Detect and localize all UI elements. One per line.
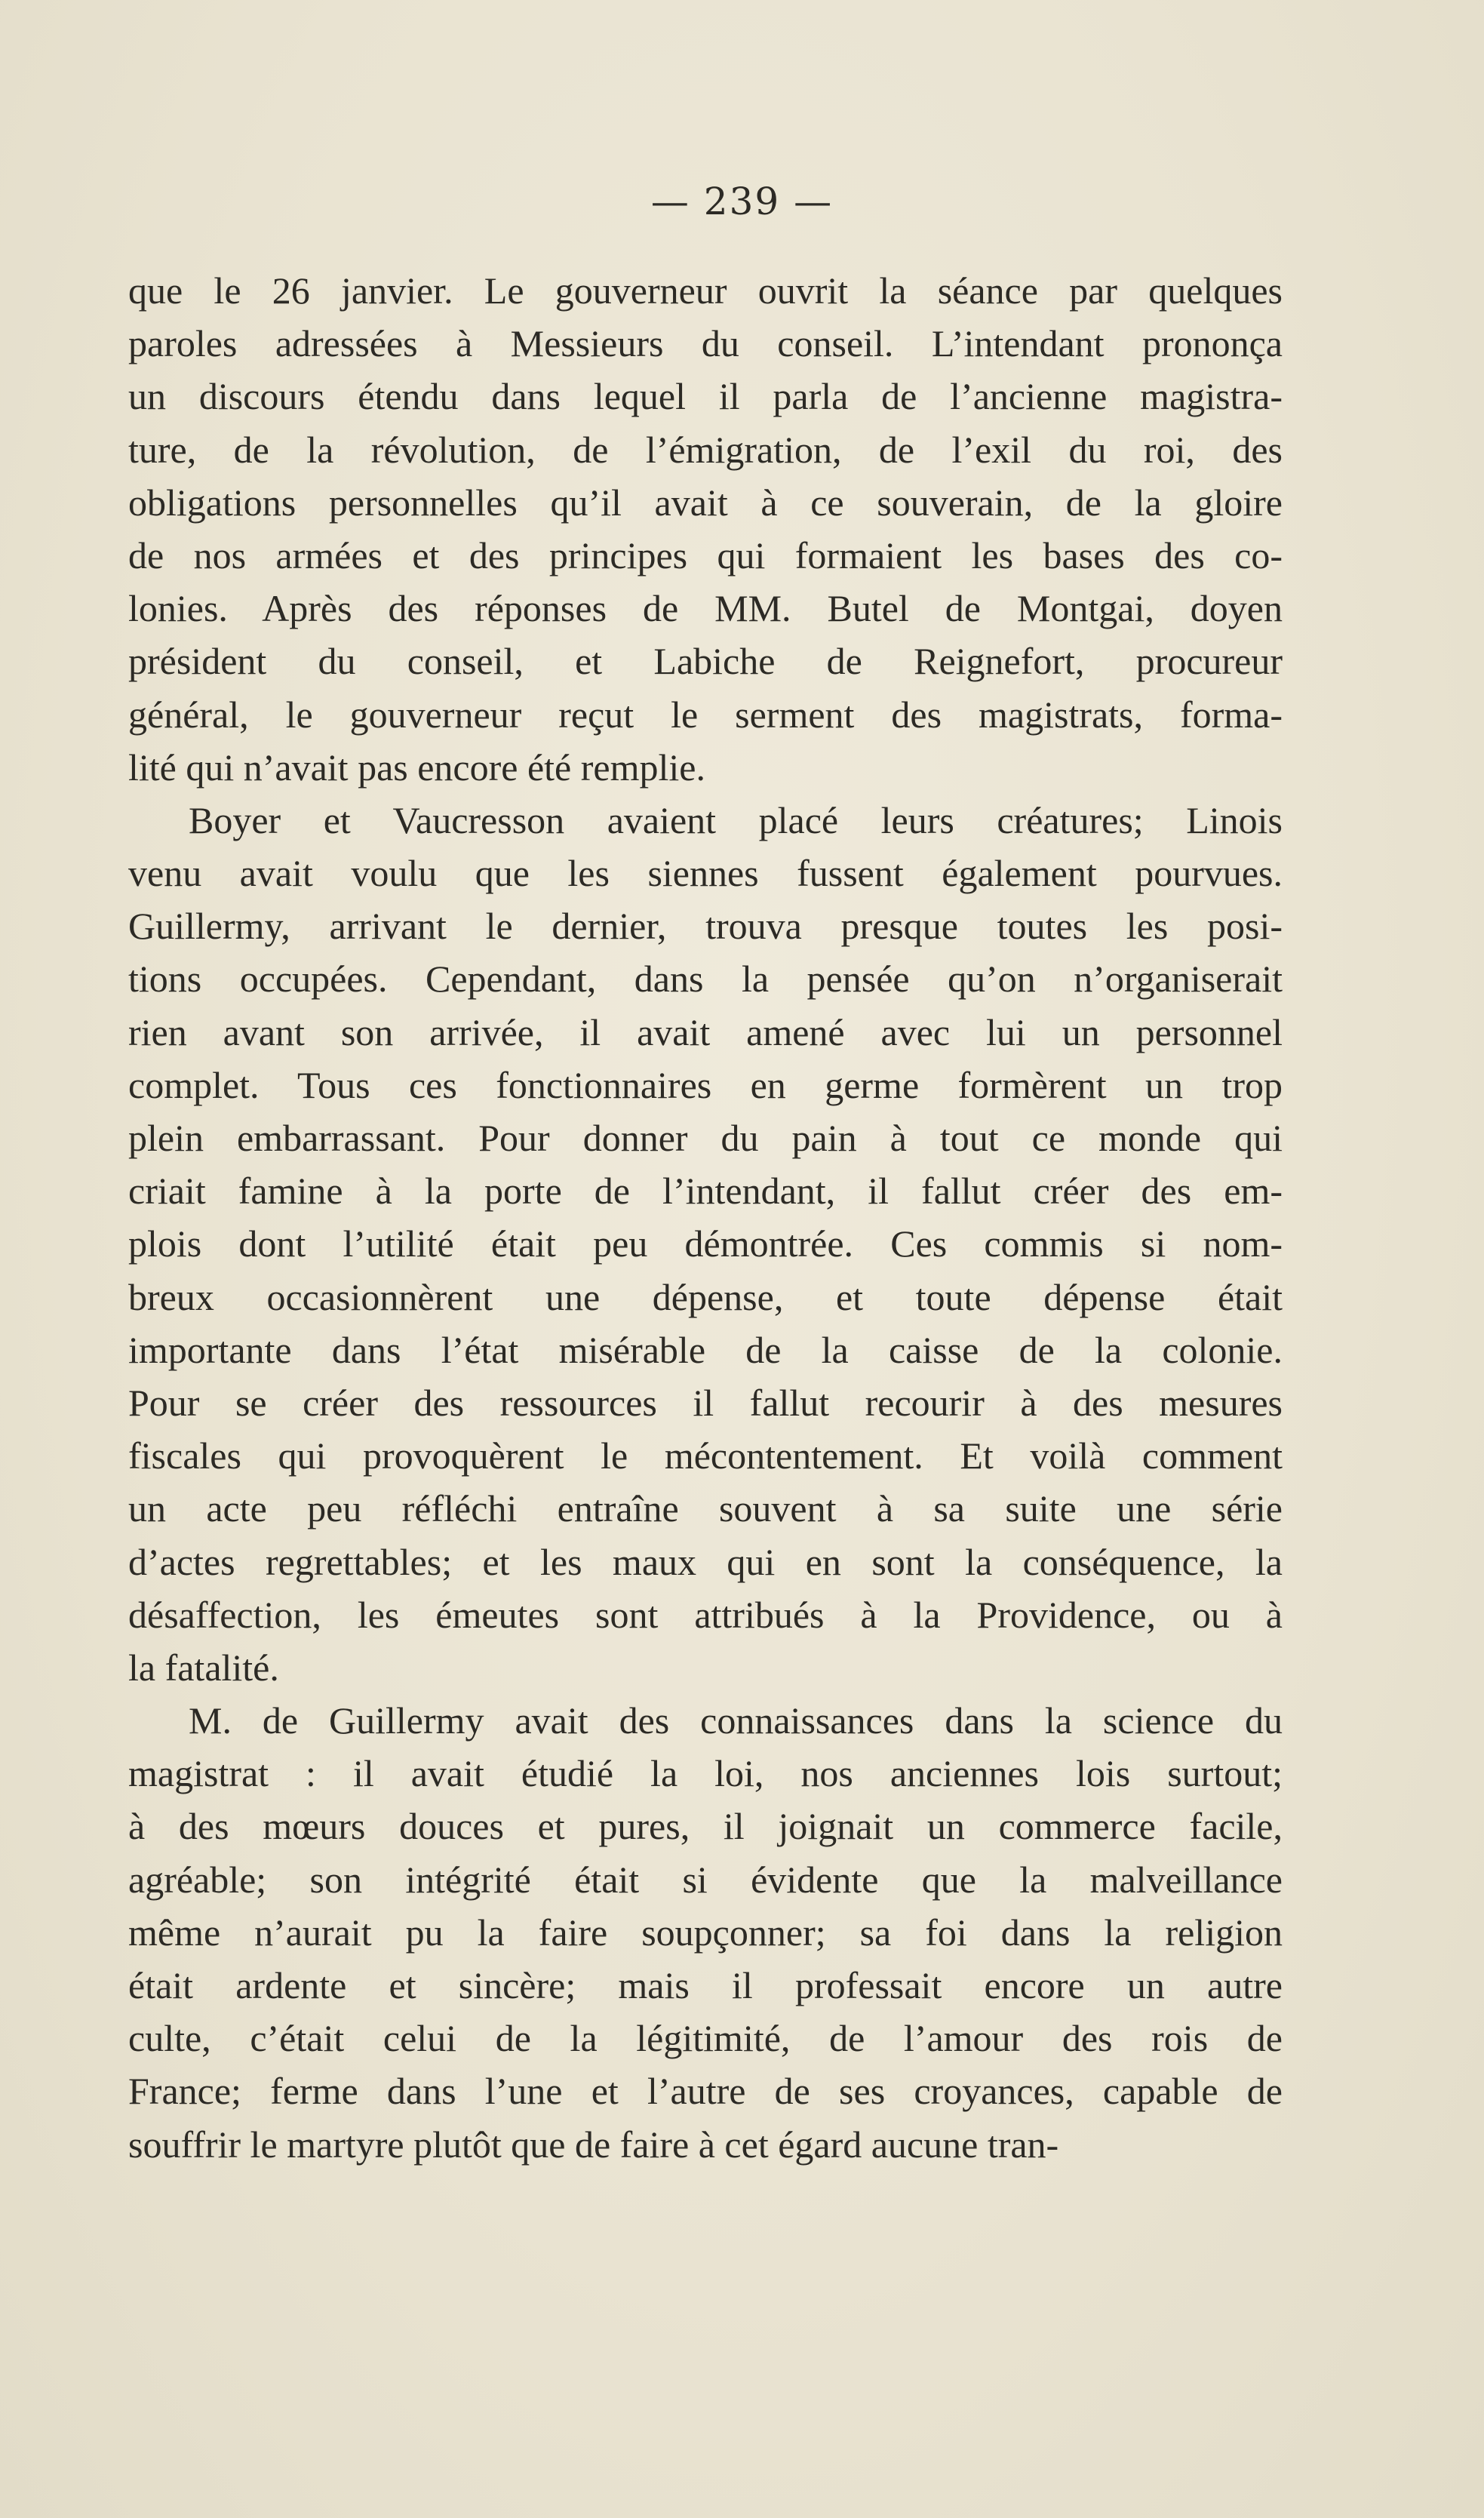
text-line: rien avant son arrivée, il avait amené avec lui un personnel bbox=[128, 1010, 1283, 1053]
text-line: à des mœurs douces et pures, il joignait un commerce facile, bbox=[128, 1805, 1283, 1848]
text-line: la fatalité. bbox=[128, 1646, 279, 1689]
text-line: lité qui n’avait pas encore été remplie. bbox=[128, 746, 705, 789]
text-line: culte, c’était celui de la légitimité, de l’amour des rois de bbox=[128, 2017, 1283, 2060]
text-line: de nos armées et des principes qui formaient les bases des co- bbox=[128, 533, 1283, 576]
text-line: obligations personnelles qu’il avait à ce souverain, de la gloire bbox=[128, 481, 1283, 524]
text-line: venu avait voulu que les siennes fussent également pourvues. bbox=[128, 852, 1283, 895]
text-line: souffrir le martyre plutôt que de faire à cet égard aucune tran- bbox=[128, 2123, 1059, 2166]
page-number: — 239 — bbox=[650, 180, 834, 223]
text-line: agréable; son intégrité était si évidente que la malveillance bbox=[128, 1858, 1283, 1901]
text-line: un discours étendu dans lequel il parla de l’ancienne magistra- bbox=[128, 375, 1283, 418]
text-line: magistrat : il avait étudié la loi, nos anciennes lois surtout; bbox=[128, 1752, 1283, 1795]
text-line: que le 26 janvier. Le gouverneur ouvrit la séance par quelques bbox=[128, 269, 1283, 312]
text-line: breux occasionnèrent une dépense, et toute dépense était bbox=[128, 1275, 1283, 1318]
text-line: tions occupées. Cependant, dans la pensée qu’on n’organiserait bbox=[128, 958, 1283, 1001]
text-line: d’actes regrettables; et les maux qui en sont la conséquence, la bbox=[128, 1540, 1283, 1583]
text-line: président du conseil, et Labiche de Reignefort, procureur bbox=[128, 640, 1283, 683]
text-line: France; ferme dans l’une et l’autre de ses croyances, capable de bbox=[128, 2070, 1283, 2113]
text-line: général, le gouverneur reçut le serment des magistrats, forma- bbox=[128, 693, 1283, 736]
text-line: Boyer et Vaucresson avaient placé leurs créatures; Linois bbox=[189, 798, 1283, 841]
paragraph bbox=[128, 1694, 1283, 2171]
text-line: était ardente et sincère; mais il professait encore un autre bbox=[128, 1964, 1283, 2006]
text-line: désaffection, les émeutes sont attribués à la Providence, ou à bbox=[128, 1593, 1283, 1636]
text-line: même n’aurait pu la faire soupçonner; sa foi dans la religion bbox=[128, 1911, 1283, 1954]
text-line: paroles adressées à Messieurs du conseil. L’intendant prononça bbox=[128, 322, 1283, 365]
text-line: fiscales qui provoquèrent le mécontentement. Et voilà comment bbox=[128, 1434, 1283, 1477]
text-line: criait famine à la porte de l’intendant, il fallut créer des em- bbox=[128, 1170, 1283, 1213]
text-line: M. de Guillermy avait des connaissances dans la science du bbox=[189, 1699, 1283, 1742]
text-line: Guillermy, arrivant le dernier, trouva presque toutes les posi- bbox=[128, 905, 1283, 948]
body-text bbox=[128, 264, 1283, 2171]
text-line: plois dont l’utilité était peu démontrée. Ces commis si nom- bbox=[128, 1222, 1283, 1265]
text-line: un acte peu réfléchi entraîne souvent à sa suite une série bbox=[128, 1487, 1283, 1530]
paragraph bbox=[128, 794, 1283, 1694]
text-line: Pour se créer des ressources il fallut recourir à des mesures bbox=[128, 1381, 1283, 1424]
text-line: ture, de la révolution, de l’émigration, de l’exil du roi, des bbox=[128, 428, 1283, 471]
text-line: importante dans l’état misérable de la caisse de la colonie. bbox=[128, 1328, 1283, 1371]
text-line: plein embarrassant. Pour donner du pain à tout ce monde qui bbox=[128, 1117, 1283, 1159]
text-line: complet. Tous ces fonctionnaires en germe formèrent un trop bbox=[128, 1063, 1283, 1106]
text-line: lonies. Après des réponses de MM. Butel de Montgai, doyen bbox=[128, 587, 1283, 630]
paragraph bbox=[128, 264, 1283, 794]
